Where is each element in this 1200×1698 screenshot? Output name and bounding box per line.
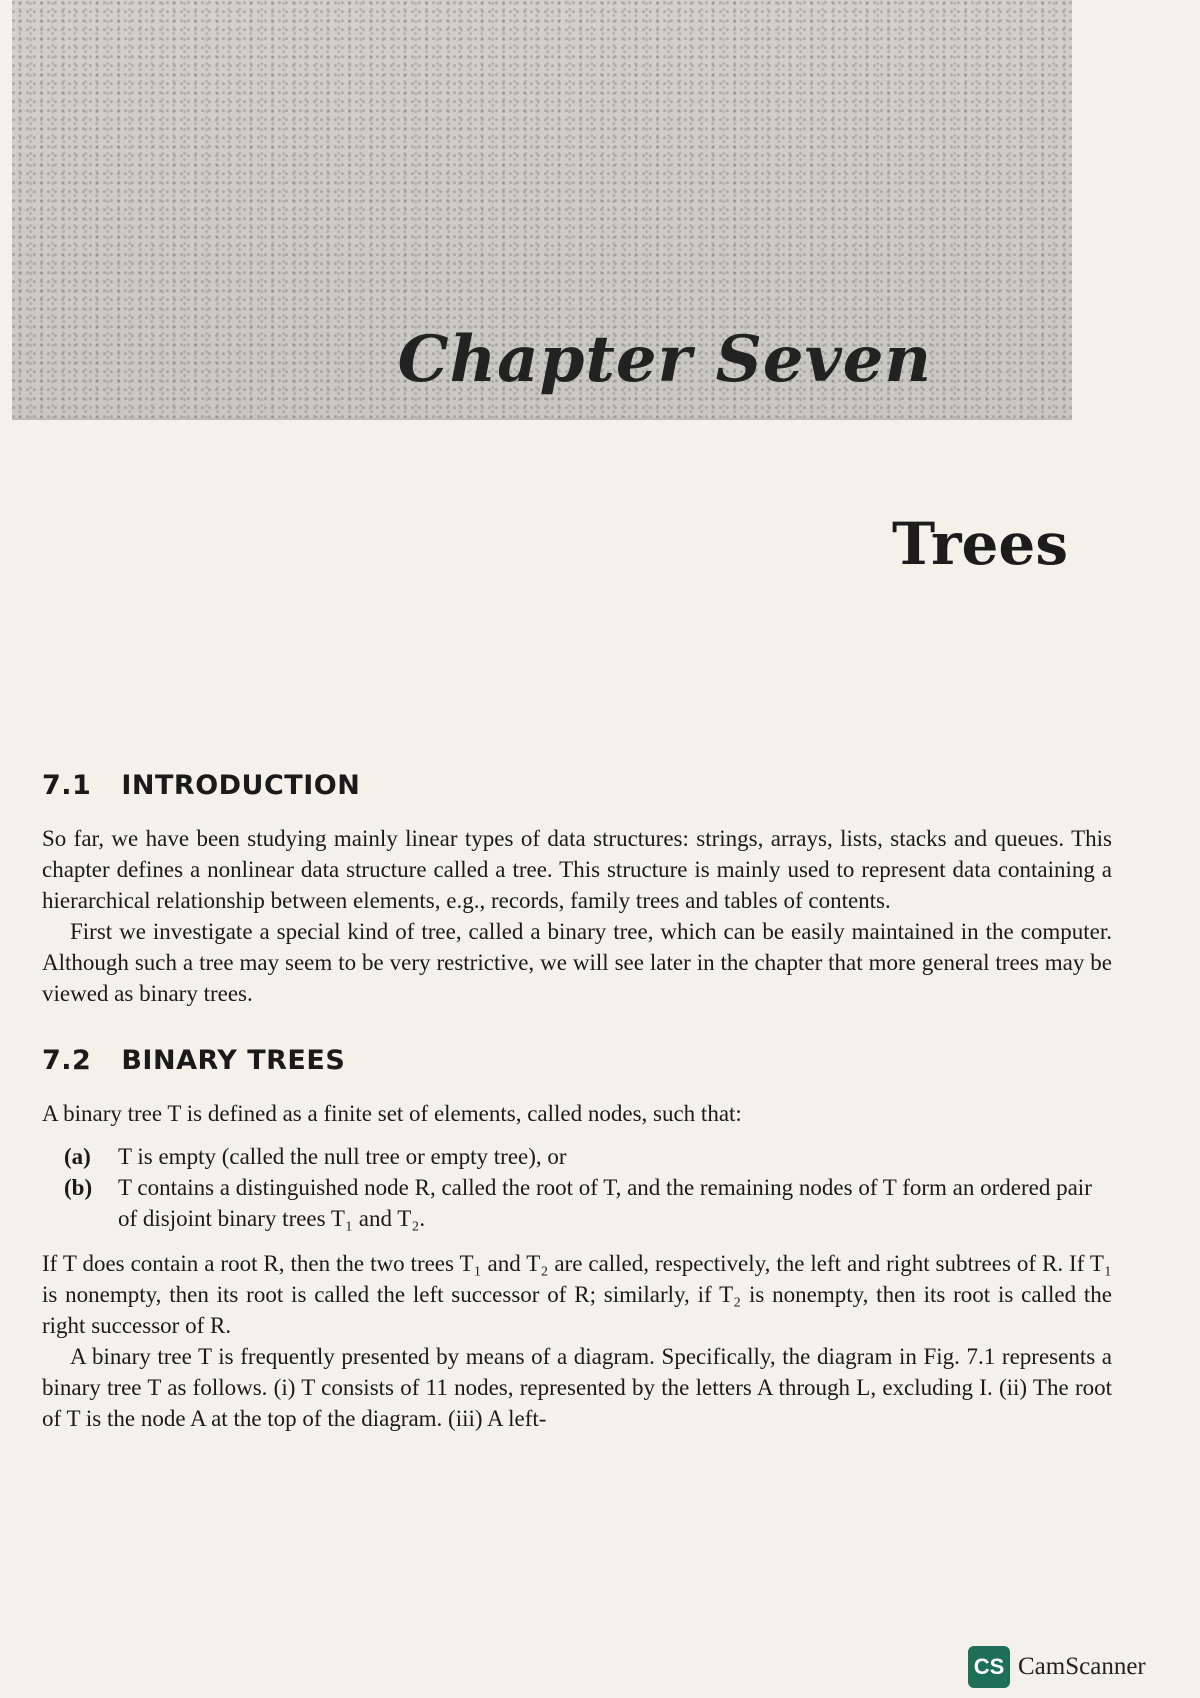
list-item-text: T is empty (called the null tree or empty tree), or xyxy=(118,1144,567,1169)
camscanner-watermark xyxy=(968,1645,1146,1689)
list-item-text: T contains a distinguished node R, called the root of T, and the remaining nodes of T form an ordered pair of disjoint binary trees T₁ and T₂. xyxy=(118,1175,1092,1231)
section-number: 7.1 xyxy=(42,770,92,801)
paragraph: If T does contain a root R, then the two trees T₁ and T₂ are called, respectively, the left and right subtrees of R. If T₁ is nonempty, then its root is called the left successor of R; similarly, if T₂ is nonempty, then its root is called the right successor of R. xyxy=(42,1251,1112,1338)
brand-name: CamScanner xyxy=(1018,1653,1146,1680)
section-heading-introduction xyxy=(42,770,1112,801)
chapter-header-band xyxy=(12,0,1072,420)
list-item xyxy=(42,1172,1112,1234)
paragraph: A binary tree T is defined as a finite set of elements, called nodes, such that: xyxy=(42,1101,742,1126)
definition-list xyxy=(42,1141,1112,1234)
paragraph: So far, we have been studying mainly linear types of data structures: strings, arrays, lists, stacks and queues. This chapter defines a nonlinear data structure called a tree. This structure is mainly used to represent data containing a hierarchical relationship between elements, e.g., records, family trees and tables of contents. xyxy=(42,826,1112,913)
page-body xyxy=(42,770,1112,1434)
section-heading-binary-trees xyxy=(42,1045,1112,1076)
list-marker: (b) xyxy=(64,1175,93,1200)
chapter-label: Chapter Seven xyxy=(397,322,932,397)
paragraph: First we investigate a special kind of tree, called a binary tree, which can be easily maintained in the computer. Although such a tree may seem to be very restrictive, we will see later in the chapter that more general trees may be viewed as binary trees. xyxy=(42,919,1112,1006)
section-title: BINARY TREES xyxy=(121,1045,346,1076)
list-marker: (a) xyxy=(64,1144,91,1169)
chapter-title: Trees xyxy=(892,510,1068,578)
paragraph: A binary tree T is frequently presented by means of a diagram. Specifically, the diagram in Fig. 7.1 represents a binary tree T as follows. (i) T consists of 11 nodes, represented by the letters A through L, excluding I. (ii) The root of T is the node A at the top of the diagram. (iii) A left- xyxy=(42,1344,1112,1431)
list-item xyxy=(42,1141,1112,1172)
section-number: 7.2 xyxy=(42,1045,92,1076)
section-title: INTRODUCTION xyxy=(121,770,361,801)
camscanner-logo-icon xyxy=(968,1646,1010,1688)
logo-text: CS xyxy=(973,1654,1005,1679)
